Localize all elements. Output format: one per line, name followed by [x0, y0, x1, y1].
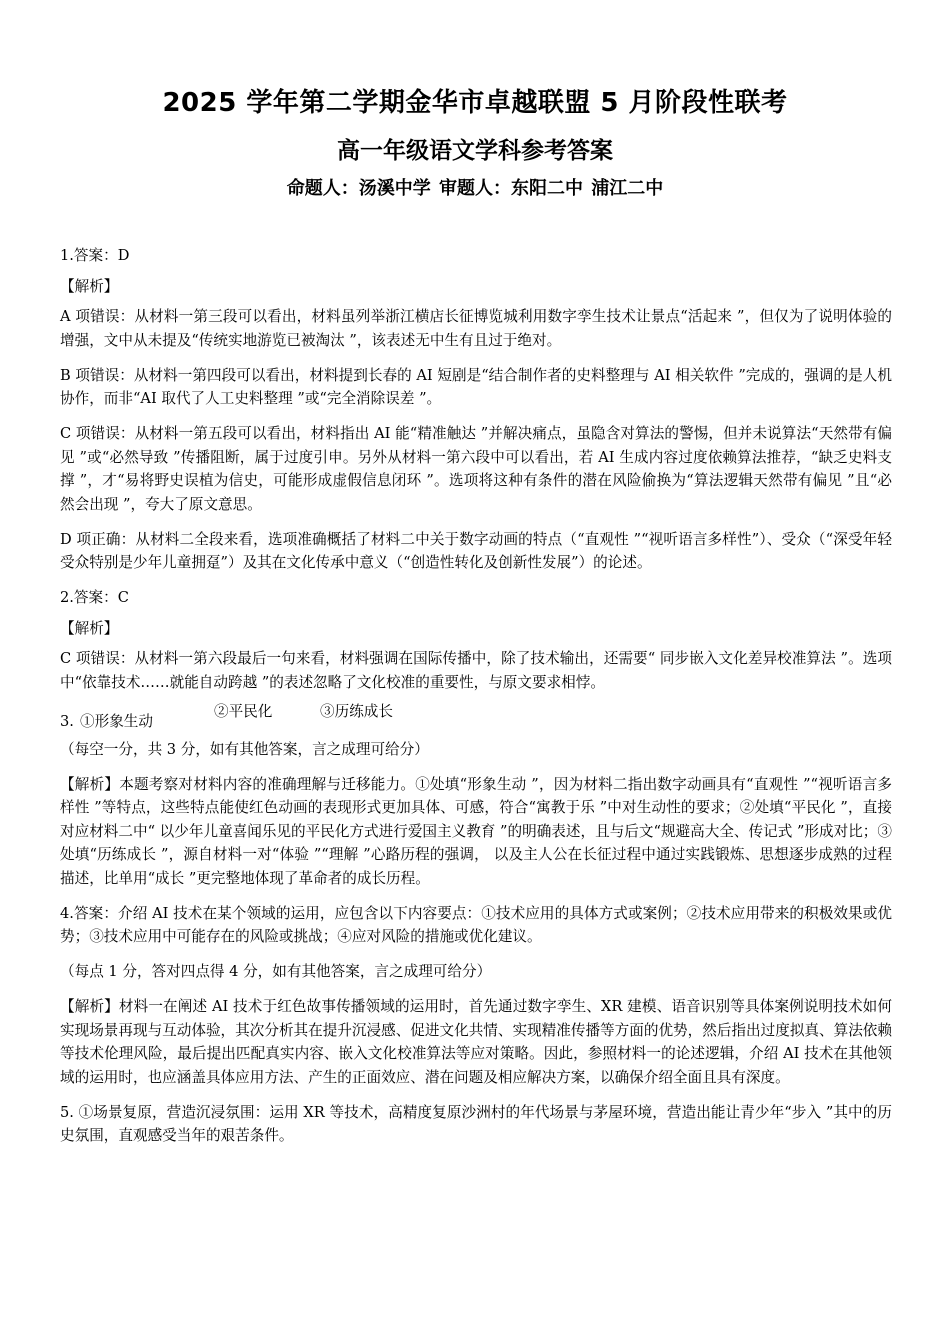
- q1-option-c: C 项错误：从材料一第五段可以看出，材料指出 AI 能“精准触达 ”并解决痛点，虽隐含对算法的警惕，但并未说算法“天然带有偏见 ”或“必然导致 ”传播阻断，属于过度引申。另外从材料一第六段中可以看出，若 AI 生成内容过度依赖算法推荐，“缺乏史料支撑 ”，才“易将野史误植为信史，可能形成虚假信息闭环 ”。选项将这种有条件的潜在风险偷换为“算法逻辑天然带有偏见 ”且“必然会出现 ”，夸大了原文意思。: [60, 425, 892, 513]
- q4-answer: 4.答案：介绍 AI 技术在某个领域的运用，应包含以下内容要点：①技术应用的具体方式或案例；②技术应用带来的积极效果或优势；③技术应用中可能存在的风险或挑战；④应对风险的措施或优化建议。: [60, 904, 892, 945]
- q3-analysis: 【解析】本题考察对材料内容的准确理解与迁移能力。①处填“形象生动 ”，因为材料二指出数字动画具有“直观性 ”“视听语言多样性 ”等特点，这些特点能使红色动画的表现形式更加具体、可感，符合“寓教于乐 ”中对生动性的要求；②处填“平民化 ”，直接对应材料二中“ 以少年儿童喜闻乐见的平民化方式进行爱国主义教育 ”的明确表述，且与后文“规避高大全、传记式 ”形成对比；③处填“历练成长 ”，源自材料一对“体验 ”“理解 ”心路历程的强调， 以及主人公在长征过程中通过实践锻炼、思想逐步成熟的过程描述，比单用“成长 ”更完整地体现了革命者的成长历程。: [60, 775, 892, 887]
- q4-analysis: 【解析】材料一在阐述 AI 技术于红色故事传播领域的运用时，首先通过数字孪生、XR 建模、语音识别等具体案例说明技术如何实现场景再现与互动体验，其次分析其在提升沉浸感、促进文化共情、实现精准传播等方面的优势，然后指出过度拟真、算法依赖等技术伦理风险，最后提出匹配真实内容、嵌入文化校准算法等应对策略。因此，参照材料一的论述逻辑，介绍 AI 技术在其他领域的运用时，也应涵盖具体应用方法、产生的正面效应、潜在问题及相应解决方案，以确保介绍全面且具有深度。: [60, 998, 892, 1086]
- q1-analysis-label: 【解析】: [60, 277, 119, 295]
- q3-fill-2: ②平民化: [214, 702, 273, 720]
- q1-option-d: D 项正确：从材料二全段来看，选项准确概括了材料二中关于数字动画的特点（“直观性 ”“视听语言多样性”）、受众（“深受年轻受众特别是少年儿童拥趸”）及其在文化传承中意义（“创造性转化及创新性发展”）的论述。: [60, 530, 892, 571]
- q5-answer: 5. ①场景复原，营造沉浸氛围：运用 XR 等技术，高精度复原沙洲村的年代场景与茅屋环境，营造出能让青少年“步入 ”其中的历史氛围，直观感受当年的艰苦条件。: [60, 1103, 892, 1144]
- q1-option-a: A 项错误：从材料一第三段可以看出，材料虽列举浙江横店长征博览城利用数字孪生技术让景点“活起来 ”，但仅为了说明体验的增强，文中从未提及“传统实地游览已被淘汰 ”，该表述无中生有且过于绝对。: [60, 308, 892, 349]
- q1-option-b: B 项错误：从材料一第四段可以看出，材料提到长春的 AI 短剧是“结合制作者的史料整理与 AI 相关软件 ”完成的，强调的是人机协作，而非“AI 取代了人工史料整理 ”或“完全消除误差 ”。: [60, 366, 892, 407]
- q3-scoring: （每空一分，共 3 分，如有其他答案，言之成理可给分）: [60, 740, 429, 758]
- document-authors: 命题人：汤溪中学 审题人：东阳二中 浦江二中: [286, 178, 664, 199]
- q1-answer: 1.答案：D: [60, 247, 130, 264]
- q2-option-c: C 项错误：从材料一第六段最后一句来看，材料强调在国际传播中，除了技术输出，还需要“ 同步嵌入文化差异校准算法 ”。选项中“依靠技术……就能自动跨越 ”的表述忽略了文化校准的重要性，与原文要求相悖。: [60, 650, 892, 691]
- q3-fill-answers: [60, 702, 892, 736]
- q3-fill-1: ①形象生动: [80, 712, 153, 730]
- q2-analysis-label: 【解析】: [60, 619, 119, 637]
- answer-content: [60, 244, 892, 1159]
- document-title: 2025 学年第二学期金华市卓越联盟 5 月阶段性联考: [162, 88, 788, 118]
- q3-fill-3: ③历练成长: [320, 702, 393, 720]
- q4-scoring: （每点 1 分，答对四点得 4 分，如有其他答案，言之成理可给分）: [60, 963, 492, 980]
- document-subtitle: 高一年级语文学科参考答案: [337, 138, 613, 164]
- q2-answer: 2.答案：C: [60, 589, 129, 606]
- q3-number: 3.: [60, 712, 74, 730]
